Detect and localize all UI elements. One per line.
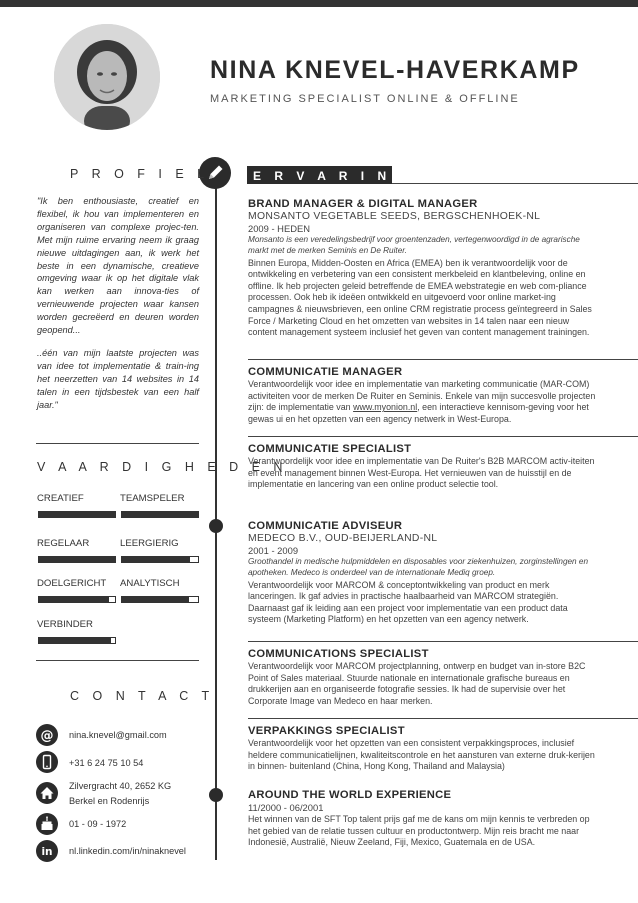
job-title: COMMUNICATIE ADVISEUR [248,520,403,532]
skill-fill [122,557,190,562]
job-title: VERPAKKINGS SPECIALIST [248,725,405,737]
job-description: Binnen Europa, Midden-Oosten en Africa (EMEA) ben ik verantwoordelijk voor de ontwikkeling en verbetering van een consistent merkbeleid en klantbeleving, online en offline. Ik heb projecten geleid betreffende de EMEA webstrategie en web com-pliance processen. Ook heb ik ideëen ontwikkeld en uitgevoerd voor online market-ing campagnes & nieuwsbrieven, een online CRM registratie process geïntegreerd in Sales Force / Marketing Cloud en het omzetten van websites in 14 talen naar een nieuw content management systeem inclusief het geven van content management trainingen. [248,257,592,338]
job-entry [248,198,600,339]
profile-paragraph-1: "Ik ben enthousiaste, creatief en flexibel, ik hou van implementeren en organiseren van complexe projec-ten. Met mijn ruime ervaring neem ik graag nieuwe uitdagingen aan, ik werk het beste in een dynamische, creatieve omgeving waar ik op het digitale vlak kan werken aan innova-ties of vernieuwende projecten waar kansen worden gecreëerd en deuren worden geopend... [37,196,199,336]
job-company: MONSANTO VEGETABLE SEEDS, BERGSCHENHOEK-NL [248,211,541,222]
phone-icon [36,751,58,773]
skill-fill [39,597,109,602]
contact-address-line-2: Berkel en Rodenrijs [69,796,150,806]
job-description-text: Verantwoordelijk voor idee en implementatie van marketing communicatie (MAR-COM) activiteiten voor de merken De Ruiter en Seminis. Enkele van mijn succesvolle projecten zijn: de implementatie van [248,379,596,413]
myonion-link[interactable]: www.myonion.nl [353,402,418,413]
divider [36,443,199,444]
profile-title: P R O F I E L [70,167,210,181]
job-entry [248,443,600,491]
job-date: 2009 - HEDEN [248,223,311,234]
contact-phone[interactable]: +31 6 24 75 10 54 [69,758,144,768]
contact-title: C O N T A C T [70,689,215,703]
person-name: NINA KNEVEL-HAVERKAMP [210,56,580,84]
timeline-dot [209,519,223,533]
job-description: Verantwoordelijk voor MARCOM & conceptontwikkeling van product en merk lanceringen. Ik gaf advies in practische haalbaarheid van MARCOM strategiën. Daarnaast gaf ik leiding aan een project voor implementatie van een product data systeem (Marketing Platform) en het opzetten van een agency netwerk. [248,579,568,625]
contact-email[interactable]: nina.knevel@gmail.com [69,730,167,740]
job-divider [248,359,638,360]
job-description-text: , een interactieve kennisom-geving voor het gewas ui en het opzetten van een agency netwerk in West-Europa. [248,402,589,424]
skill-fill [39,512,115,517]
job-entry [248,789,600,849]
job-entry [248,725,600,773]
at-icon [36,724,58,746]
skill-bar [121,556,199,563]
job-description: Verantwoordelijk voor idee en implementatie van De Ruiter's B2B MARCOM activ-iteiten en event management binnen West-Europa. Het vernieuwen van de huisstijl en de implementatie en lancering van een online product selectie tool. [248,456,595,490]
skill-fill [122,597,189,602]
job-description: Het winnen van de SFT Top talent prijs gaf me de kans om mijn kennis te verbreden op het gebied van de relatie tussen cultuur en productontwerp. Mijn reis bracht me naar Indonesië, Australië, Nieuw Zeeland, Fiji, Mexico, Guatemala en de USA. [248,814,590,848]
job-title: COMMUNICATIE SPECIALIST [248,443,412,455]
skill-label: LEERGIERIG [120,538,179,549]
skills-title: V A A R D I G H E D E N [37,460,288,474]
skill-label: ANALYTISCH [120,578,180,589]
profile-paragraph-2: ..één van mijn laatste projecten was van idee tot implementatie & train-ing het neerzetten van 14 websites in 14 talen in een tijdsbestek van een half jaar." [37,347,199,410]
svg-text:@: @ [40,728,54,744]
skill-label: TEAMSPELER [120,493,185,504]
job-divider [248,436,638,437]
cake-icon [36,813,58,835]
timeline-line [215,172,217,860]
job-company: MEDECO B.V., OUD-BEIJERLAND-NL [248,533,438,544]
home-icon [36,782,58,804]
skill-bar [121,511,199,518]
person-role: MARKETING SPECIALIST ONLINE & OFFLINE [210,93,520,105]
job-entry [248,648,600,707]
linkedin-icon [36,840,58,862]
skill-bar [121,596,199,603]
job-entry [248,520,600,626]
job-title: COMMUNICATIE MANAGER [248,366,403,378]
job-description [248,379,600,425]
skill-bar [38,511,116,518]
job-title: BRAND MANAGER & DIGITAL MANAGER [248,198,478,210]
contact-birthdate: 01 - 09 - 1972 [69,819,127,829]
job-divider [248,641,638,642]
job-company-description: Monsanto is een veredelingsbedrijf voor groentenzaden, vertegenwoordigd in de agrarische markt met de merken Seminis en De Ruiter. [248,235,580,255]
profile-photo [54,24,160,130]
skill-bar [38,556,116,563]
skill-fill [122,512,198,517]
job-description: Verantwoordelijk voor MARCOM projectplanning, ontwerp en budget van in-store B2C Point of Sales materiaal. Stuurde nationale en internationale grafische bureaus en drukkerijen aan en organiseerde fotografie sessies. Ik had de supervisie over het Corporate Image van Medeco en haar merken. [248,661,586,706]
skill-label: VERBINDER [37,619,93,630]
divider [36,660,199,661]
timeline-dot [209,788,223,802]
contact-address-line-1: Zilvergracht 40, 2652 KG [69,781,172,791]
svg-text:in: in [41,846,53,859]
skill-bar [38,596,116,603]
skill-label: DOELGERICHT [37,578,107,589]
contact-linkedin[interactable]: nl.linkedin.com/in/ninaknevel [69,846,186,856]
job-description: Verantwoordelijk voor het opzetten van een consistent verpakkingsproces, inclusief heldere communicatielijnen, kwaliteitscontrole en het aansturen van externe druk-kerijen in binnen- buitenland (China, Hong Kong, Thailand and Malaysia) [248,738,595,772]
job-date: 11/2000 - 06/2001 [248,802,324,813]
experience-title-rule [392,183,638,184]
skill-label: CREATIEF [37,493,84,504]
profile-text [37,195,199,412]
job-title: COMMUNICATIONS SPECIALIST [248,648,429,660]
skill-fill [39,557,115,562]
job-date: 2001 - 2009 [248,545,299,556]
job-entry [248,366,600,425]
skill-label: REGELAAR [37,538,90,549]
experience-title: E R V A R I N G [253,169,414,183]
skill-bar [38,637,116,644]
skill-fill [39,638,111,643]
job-title: AROUND THE WORLD EXPERIENCE [248,789,452,801]
job-divider [248,718,638,719]
job-company-description: Groothandel in medische hulpmiddelen en disposables voor ziekenhuizen, zorginstellingen en apotheken. Medeco is onderdeel van de internationale Mediq groep. [248,557,588,577]
top-bar [0,0,638,7]
